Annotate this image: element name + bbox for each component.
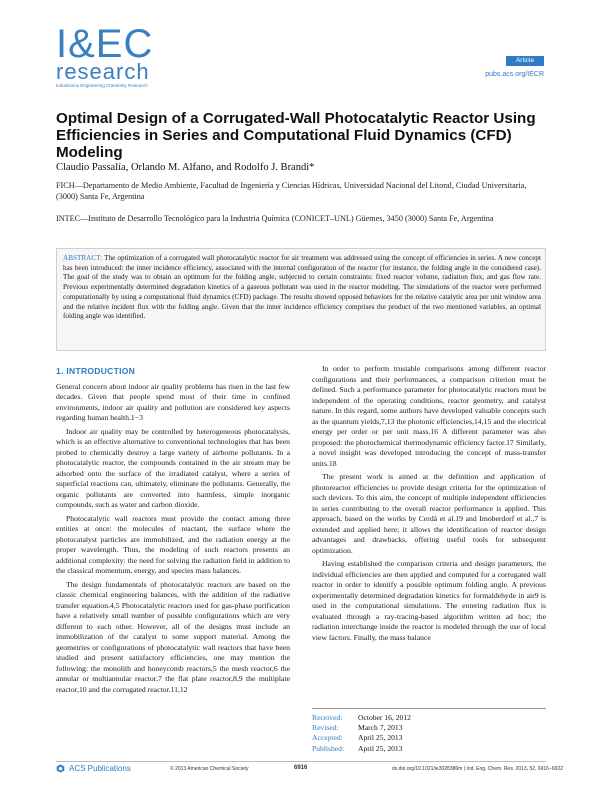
date-label: Received: — [312, 713, 343, 722]
logo-research: research — [56, 59, 150, 84]
paragraph: Photocatalytic wall reactors must provide the contact among three entities at once: the molecules of reactant, the surface where the photocatalyst particles are immobilized, and the radiation energy at the proper wavelength. Thus, the modeling of such reactors presents an additional complexity: the need for solving the radiation field in addition to the classical momentum, energy, and species mass balances. — [56, 513, 290, 575]
date-row-received — [312, 713, 411, 723]
date-row-published — [312, 744, 411, 754]
paragraph: The design fundamentals of photocatalytic reactors are based on the classic chemical engineering balances, with the addition of the radiative transfer equation.4,5 Photocatalytic reactors used for gas-phase purification have a relatively small number of possible configurations which are very different to each other. However, all of the designs must include an immobilization of the catalyst to some support material. Among the geometries or configurations of photocatalytic wall reactors that have been studied and present satisfactory efficiencies, one may mention the following: the monolith and honeycomb reactors,5 the mesh reactor,6 the annular or multiannular reactor,7 the flat plate reactor,8,9 the multiplate reactor,10 and the corrugated reactor.11,12 — [56, 579, 290, 694]
paragraph: The present work is aimed at the definition and application of photoreactor efficiencies to provide design criteria for the optimization of such devices. To this aim, the concept of multiple independent efficiencies in series contributing to the overall reactor performance is applied. This approach, based on the works by Cerdá et al.19 and Imoberdorf et al.,7 is extended and applied here; it allows the identification of reactor design advantages and drawbacks, offering useful tools for subsequent optimization. — [312, 472, 546, 555]
left-column — [56, 366, 290, 698]
date-value: April 25, 2013 — [358, 743, 403, 753]
date-label: Published: — [312, 743, 345, 753]
date-value: April 25, 2013 — [358, 733, 403, 743]
date-value: March 7, 2013 — [358, 723, 403, 733]
author-list: Claudio Passalía, Orlando M. Alfano, and Rodolfo J. Brandi* — [56, 162, 315, 173]
date-label: Revised: — [312, 723, 339, 733]
logo-text: I&EC — [56, 22, 154, 66]
paragraph: General concern about indoor air quality problems has risen in the last few decades. Given that people spend most of their time in confined environments, indoor air quality and pollution are considered key aspects regarding human health.1−3 — [56, 381, 290, 422]
section-heading-introduction: 1. INTRODUCTION — [56, 366, 136, 376]
right-column — [312, 364, 546, 646]
date-label: Accepted: — [312, 733, 343, 743]
page-number: 6916 — [294, 765, 308, 771]
paragraph: Indoor air quality may be controlled by heterogeneous photocatalysis, which is an effective alternative to conventional technologies that has been probed to chemically destroy a large variety of airborne pollutants. In a photocatalytic reactor, the compounds contained in the air stream may be adsorbed onto the surface of the irradiated catalyst, where a series of superficial reactions can, ultimately, eliminate the pollutants. Generally, the organic pollutants are converted into harmless, simple inorganic compounds, such as water and carbon dioxide. — [56, 426, 290, 509]
logo-subtitle: Industrial & Engineering Chemistry Research — [56, 83, 148, 88]
copyright: © 2013 American Chemical Society — [170, 766, 249, 772]
abstract — [63, 254, 541, 322]
paragraph: Having established the comparison criteria and design parameters, the individual efficiencies are then applied and computed for a corrugated wall reactor in order to identify a possible optimum folding angle. A previous experimentally determined degradation kinetics for formaldehyde in air9 is used in the computational simulations. The entering radiation flux is evaluated through a ray-tracing-based algorithm written ad hoc; the radiation interchange inside the reactor is modeled through the use of local view factors. Finally, the mass balance — [312, 559, 546, 642]
affiliation-1: FICH—Departamento de Medio Ambiente, Facultad de Ingeniería y Ciencias Hídricas, Universidad Nacional del Litoral, Ciudad Universitaria, (3000) Santa Fe, Argentina — [56, 181, 527, 201]
article-type-badge: Article — [506, 56, 544, 66]
doi-citation[interactable]: dx.doi.org/10.1021/ie3028386m | Ind. Eng. Chem. Res. 2013, 52, 6916−6922 — [392, 766, 564, 772]
journal-logo — [56, 22, 154, 88]
abstract-label: ABSTRACT: — [63, 254, 103, 262]
acs-publications-logo[interactable] — [56, 764, 131, 773]
date-row-revised — [312, 723, 411, 733]
journal-url-link[interactable]: pubs.acs.org/IECR — [485, 71, 544, 78]
acs-hexagon-icon — [56, 764, 65, 773]
footer-divider — [56, 761, 546, 762]
publication-dates — [312, 713, 411, 754]
paper-title: Optimal Design of a Corrugated-Wall Photocatalytic Reactor Using Efficiencies in Series and Computational Fluid Dynamics (CFD) Modeling — [56, 110, 536, 161]
paragraph: In order to perform trustable comparisons among different reactor configurations and their performances, a comparison criterion must be defined. Such a performance parameter for photocatalytic reactors must be independent of the operating conditions, reactor geometry, and catalyst nature. In this regard, some authors have developed valuable concepts such as the quantum yields,7,13 the photonic efficiencies,14,15 and the electrical energy per order or per unit mass.16 A different parameter was also proposed: the photochemical thermodynamic efficiency factor.17 Similarly, a novel insight was developed introducing the concept of mass-transfer units.18 — [312, 364, 546, 468]
date-row-accepted — [312, 733, 411, 743]
abstract-body: The optimization of a corrugated wall photocatalytic reactor for air treatment was addressed using the concept of efficiencies in series. A new concept has been introduced: the inner incidence efficiency, associated with the internal configuration of the reactor (for instance, the folding angle in the considered case). The goal of the study was to obtain an optimum for the folding angle, subjected to certain constraints: fixed reactor volume, radiation flux, and gas flow rate. Previous experimentally determined degradation kinetics of a gaseous pollutant was used in the reactor modeling. The simulations of the reactor were performed computationally by using a computational fluid dynamics (CFD) package. The results showed opposed behaviors for the relative catalytic area per unit window area and the relative incident flux with the folding angle. Given that the inner incidence efficiency comprises the product of the two mentioned variables, an optimal folding angle was identified. — [63, 254, 541, 321]
publisher-name: ACS Publications — [69, 764, 131, 773]
dates-divider — [312, 708, 546, 709]
affiliation-2: INTEC—Instituto de Desarrollo Tecnológico para la Industria Química (CONICET–UNL) Güemes, 3450 (3000) Santa Fe, Argentina — [56, 214, 494, 223]
date-value: October 16, 2012 — [358, 713, 411, 722]
